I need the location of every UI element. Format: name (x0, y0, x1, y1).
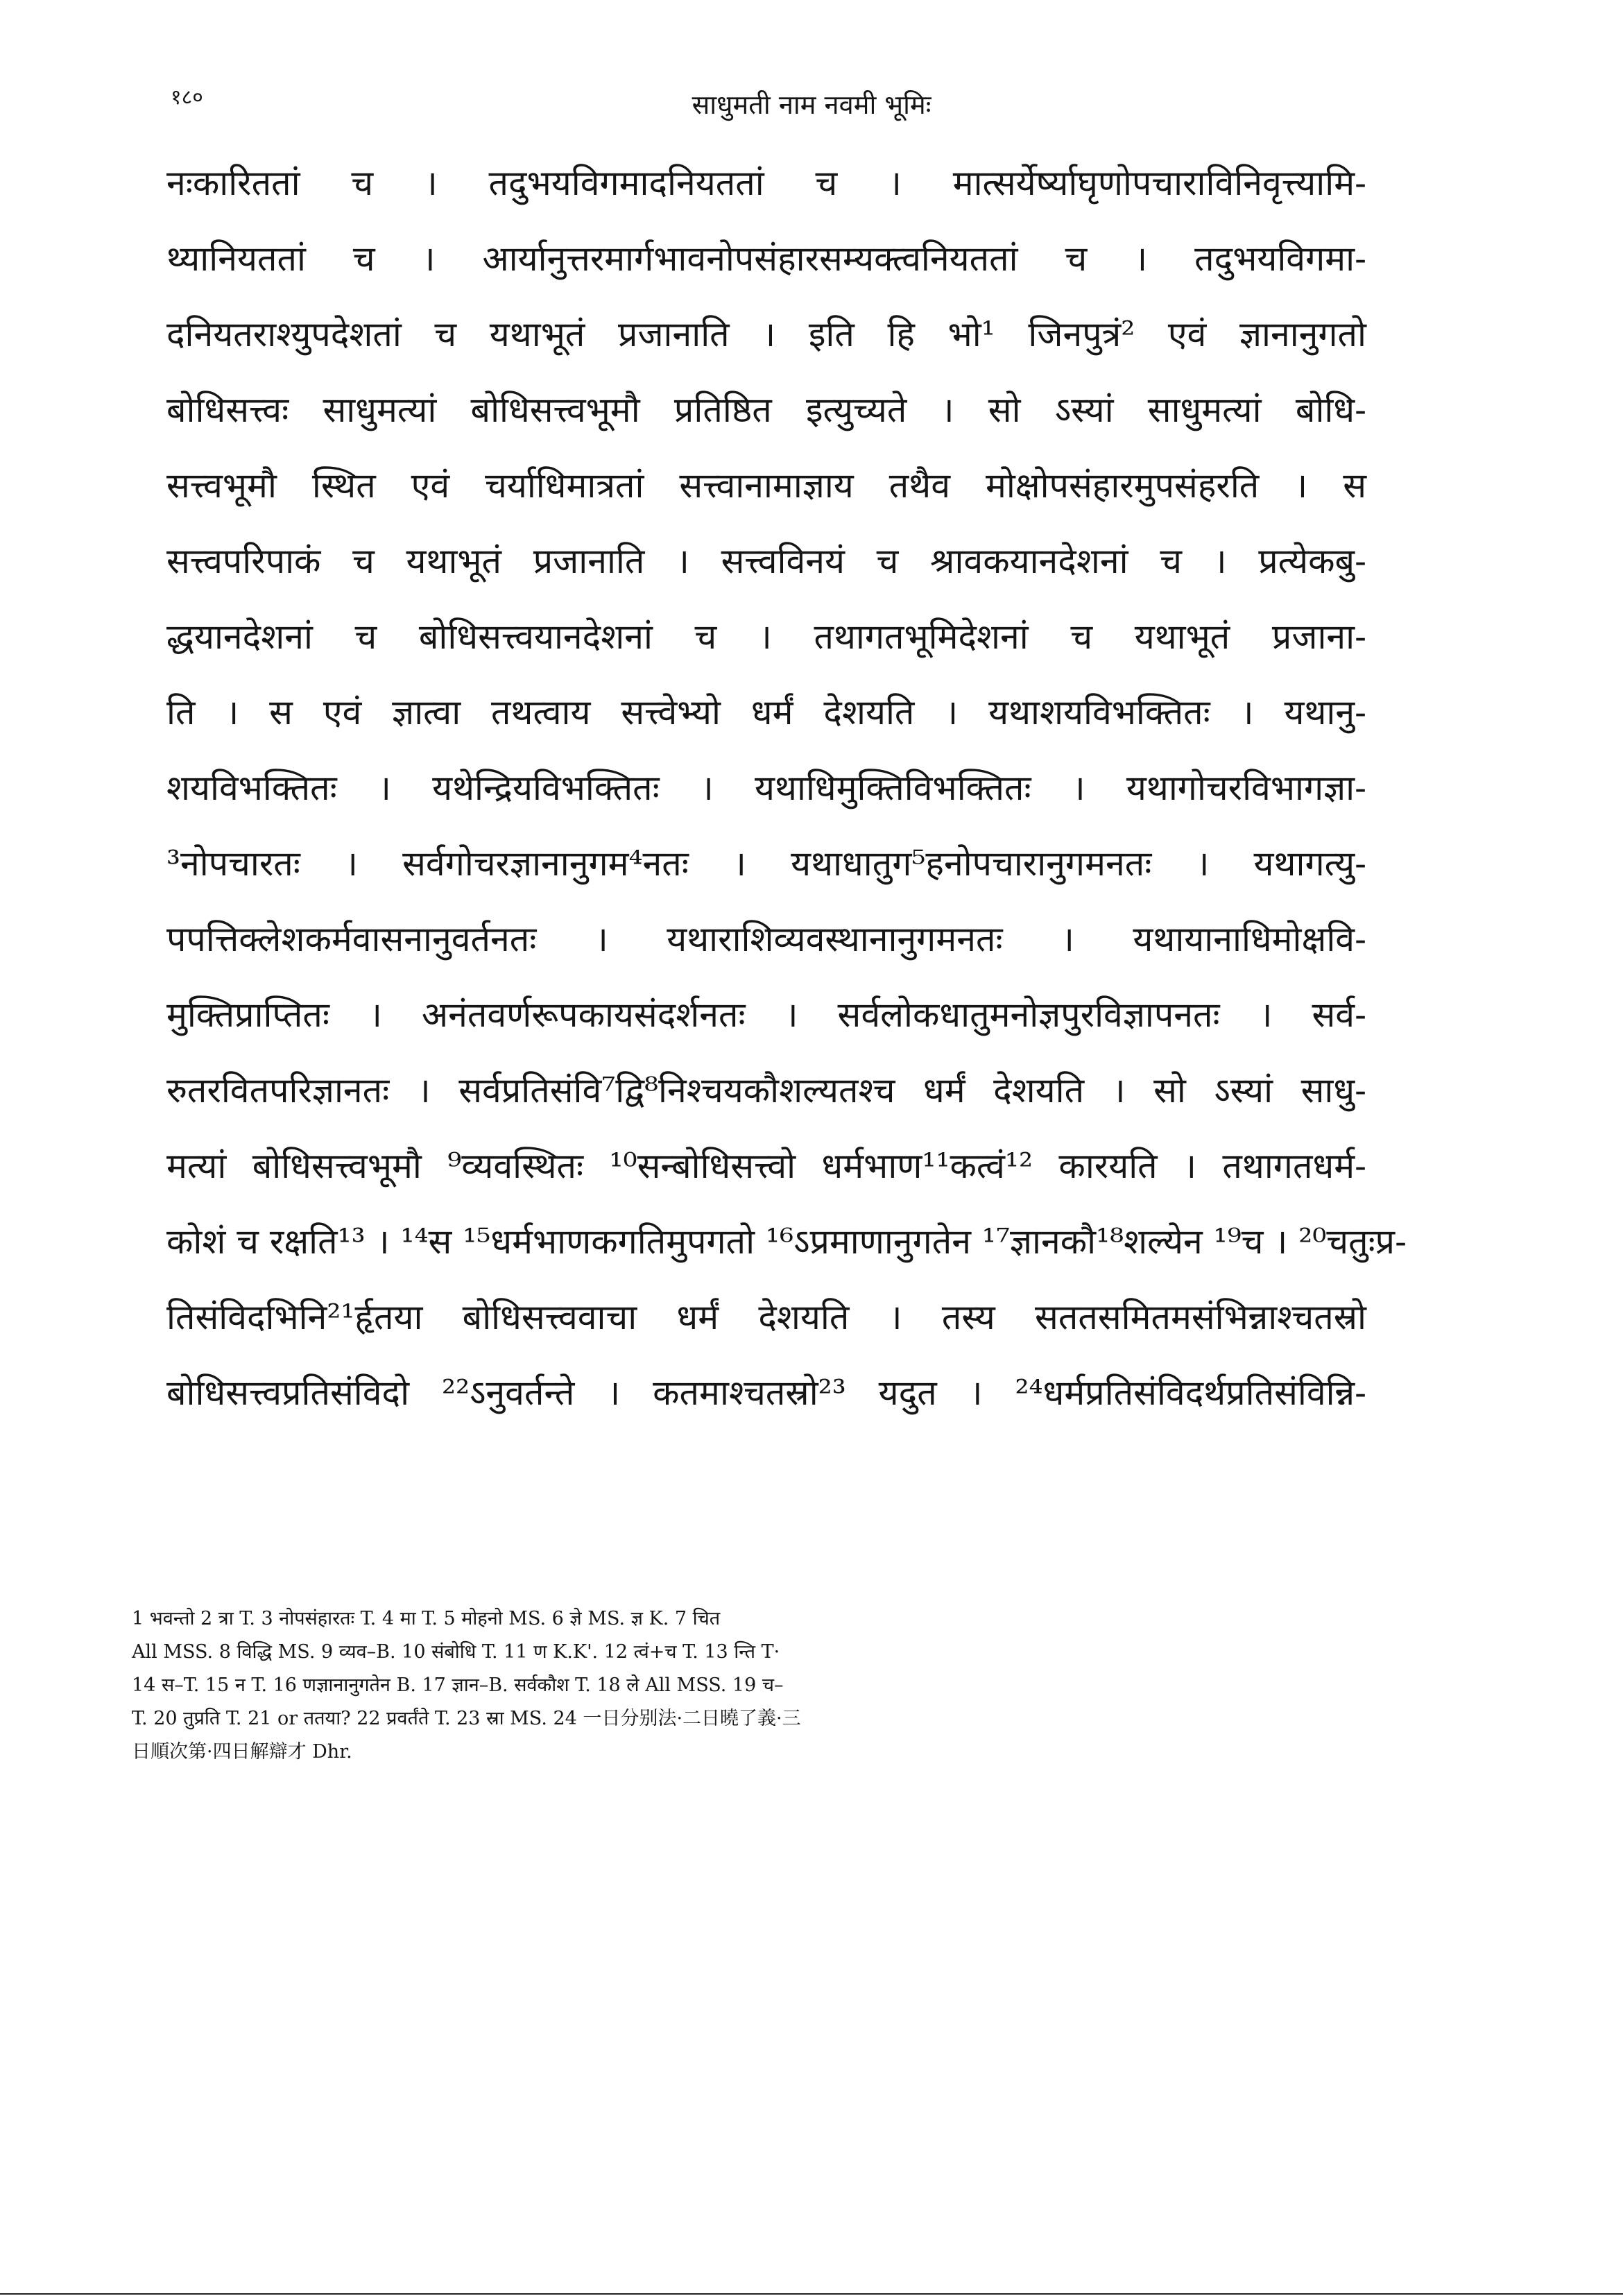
footnotes (132, 1602, 1380, 1769)
footnote-line: 14 स–T. 15 न T. 16 णज्ञानानुगतेन B. 17 ज्ञान–B. सर्वकौश T. 18 ले All MSS. 19 च– (132, 1674, 784, 1696)
footnote-line: T. 20 तुप्रति T. 21 or ततया? 22 प्रवर्तंते T. 23 स्रा MS. 24 一日分别法·二日曉了義·三 (132, 1708, 801, 1729)
text-line: कोशं च रक्षति¹³ । ¹⁴स ¹⁵धर्मभाणकगतिमुपगतो ¹⁶ऽप्रमाणानुगतेन ¹⁷ज्ञानकौ¹⁸शल्येन ¹⁹च । ²⁰चतुःप्र- (166, 1222, 1407, 1262)
footnote-line: 1 भवन्तो 2 त्रा T. 3 नोपसंहारतः T. 4 मा T. 5 मोहनो MS. 6 ज्ञे MS. ज्ञ K. 7 चित (132, 1608, 721, 1629)
text-line: सत्त्वभूमौ स्थित एवं चर्याधिमात्रतां सत्त्वानामाज्ञाय तथैव मोक्षोपसंहारमुपसंहरति । स (166, 465, 1366, 506)
text-line: ³नोपचारतः । सर्वगोचरज्ञानानुगम⁴नतः । यथाधातुग⁵हनोपचारानुगमनतः । यथागत्यु- (166, 843, 1366, 884)
text-line: बोधिसत्त्वः साधुमत्यां बोधिसत्त्वभूमौ प्रतिष्ठित इत्युच्यते । सो ऽस्यां साधुमत्यां बोधि- (166, 390, 1366, 430)
text-line: बोधिसत्त्वप्रतिसंविदो ²²ऽनुवर्तन्ते । कतमाश्चतस्रो²³ यदुत । ²⁴धर्मप्रतिसंविदर्थप्रतिसंविन्नि- (166, 1373, 1366, 1413)
text-line: रुतरवितपरिज्ञानतः । सर्वप्रतिसंवि⁷द्वि⁸निश्चयकौशल्यतश्च धर्मं देशयति । सो ऽस्यां साधु- (166, 1070, 1366, 1111)
running-head: साधुमती नाम नवमी भूमिः (692, 89, 931, 120)
footnote-line: All MSS. 8 विद्धि MS. 9 व्यव–B. 10 संबोधि T. 11 ण K.K'. 12 त्वं+च T. 13 न्ति T· (132, 1641, 780, 1663)
page-number: १८० (171, 85, 203, 110)
text-line: तिसंविदभिनि²¹र्हृतया बोधिसत्त्ववाचा धर्मं देशयति । तस्य सततसमितमसंभिन्नाश्चतस्रो (166, 1297, 1366, 1337)
body-text (166, 146, 1407, 1431)
text-line: मुक्तिप्राप्तितः । अनंतवर्णरूपकायसंदर्शनतः । सर्वलोकधातुमनोज्ञपुरविज्ञापनतः । सर्व- (166, 995, 1366, 1035)
text-line: शयविभक्तितः । यथेन्द्रियविभक्तितः । यथाधिमुक्तिविभक्तितः । यथागोचरविभागज्ञा- (166, 768, 1366, 808)
text-line: ति । स एवं ज्ञात्वा तथत्वाय सत्त्वेभ्यो धर्मं देशयति । यथाशयविभक्तितः । यथानु- (166, 692, 1366, 733)
page-bottom-rule (0, 2293, 1623, 2295)
text-line: पपत्तिक्लेशकर्मवासनानुवर्तनतः । यथाराशिव्यवस्थानानुगमनतः । यथायानाधिमोक्षवि- (166, 919, 1366, 959)
text-line: सत्त्वपरिपाकं च यथाभूतं प्रजानाति । सत्त्वविनयं च श्रावकयानदेशनां च । प्रत्येकबु- (166, 541, 1366, 581)
text-line: मत्यां बोधिसत्त्वभूमौ ⁹व्यवस्थितः ¹⁰सन्बोधिसत्त्वो धर्मभाण¹¹कत्वं¹² कारयति । तथागतधर्म- (166, 1146, 1366, 1186)
text-line: नःकारिततां च । तदुभयविगमादनियततां च । मात्सर्येर्ष्याघृणोपचाराविनिवृत्त्यामि- (166, 163, 1366, 203)
footnote-line: 日順次第·四日解辯才 Dhr. (132, 1741, 352, 1763)
text-line: द्धयानदेशनां च बोधिसत्त्वयानदेशनां च । तथागतभूमिदेशनां च यथाभूतं प्रजाना- (166, 617, 1366, 657)
text-line: दनियतराश्युपदेशतां च यथाभूतं प्रजानाति । इति हि भो¹ जिनपुत्रं² एवं ज्ञानानुगतो (166, 314, 1366, 354)
text-line: थ्यानियततां च । आर्यानुत्तरमार्गभावनोपसंहारसम्यक्त्वनियततां च । तदुभयविगमा- (166, 239, 1366, 279)
